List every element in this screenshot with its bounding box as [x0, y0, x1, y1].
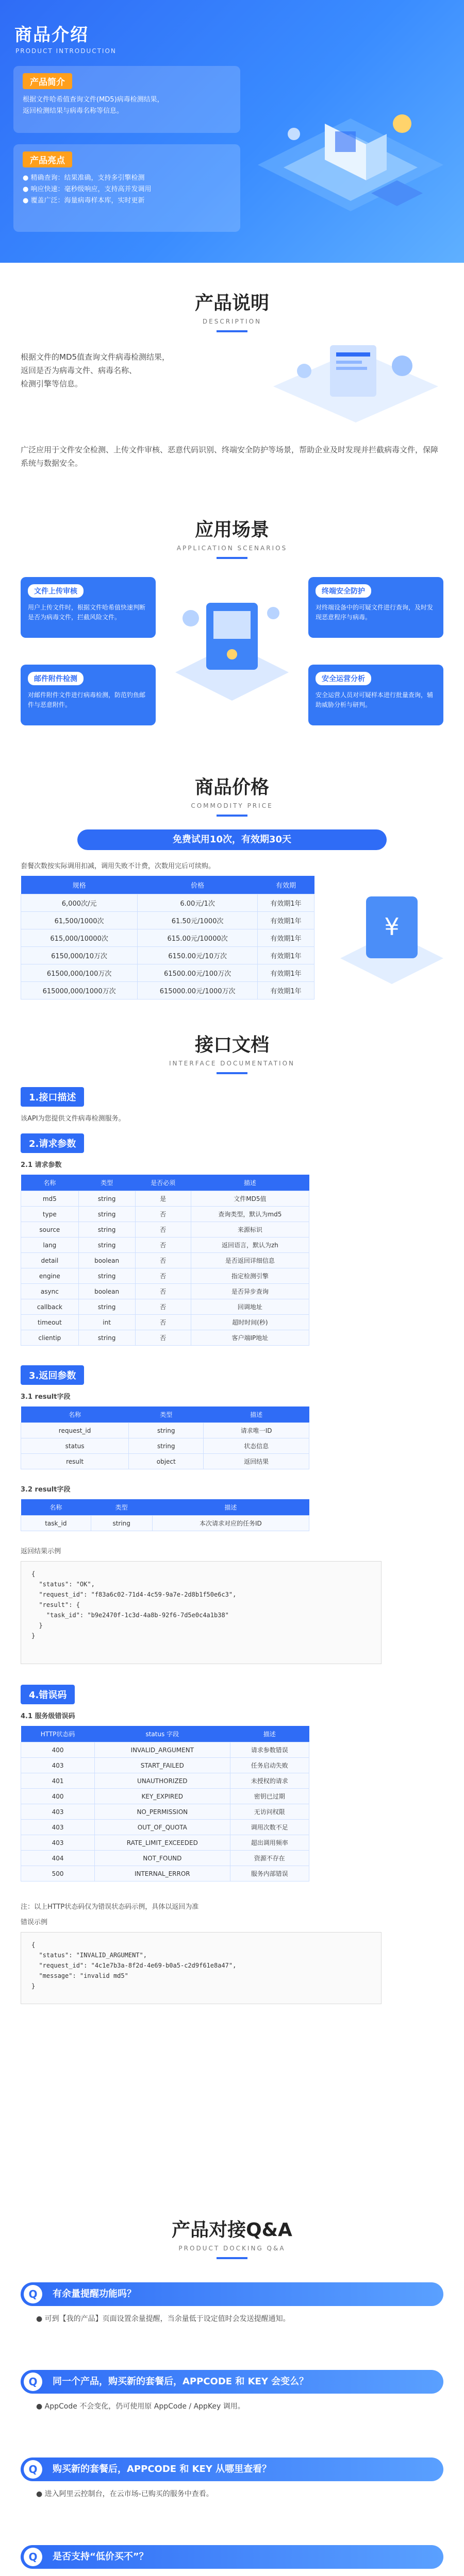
table-cell: 任务启动失败: [230, 1758, 309, 1773]
table-cell: lang: [21, 1238, 79, 1253]
table-cell: string: [78, 1268, 135, 1284]
api-s32: 3.2 result字段: [21, 1486, 71, 1494]
question-icon: Q: [24, 2372, 42, 2391]
api-s21: 2.1 请求参数: [21, 1161, 62, 1169]
table-cell: source: [21, 1222, 79, 1238]
table-row: [21, 1284, 309, 1299]
table-cell: 客户端IP地址: [191, 1330, 309, 1346]
table-row: [21, 964, 314, 982]
scene-en: APPLICATION SCENARIOS: [176, 545, 288, 552]
table-row: [21, 1438, 309, 1454]
intro-en: PRODUCT INTRODUCTION: [15, 47, 117, 55]
table-row: [21, 1820, 309, 1835]
table-cell: 无访问权限: [230, 1804, 309, 1820]
scene-text: 对终端设备中的可疑文件进行查询，及时发现恶意程序与病毒。: [316, 604, 434, 621]
scene-card: [308, 665, 443, 725]
table-cell: 否: [135, 1222, 191, 1238]
table-row: [21, 1330, 309, 1346]
table-cell: type: [21, 1207, 79, 1222]
res2-col: 名称: [21, 1499, 91, 1516]
table-row: [21, 1851, 309, 1866]
table-cell: 61.50元/1000次: [138, 912, 258, 929]
qa-question-text: 有余量提醒功能吗？: [53, 2289, 136, 2299]
desc-text-2: 广泛应用于文件安全检测、上传文件审核、恶意代码识别、终端安全防护等场景，帮助企业及时发现并拦截病毒文件，保障系统与数据安全。: [21, 445, 439, 468]
table-cell: string: [129, 1438, 204, 1454]
table-cell: 来源标识: [191, 1222, 309, 1238]
table-row: [21, 894, 314, 912]
table-cell: 本次请求对应的任务ID: [152, 1516, 309, 1531]
table-row: [21, 1299, 309, 1315]
table-cell: 调用次数不足: [230, 1820, 309, 1835]
res-col: 描述: [204, 1406, 309, 1423]
table-cell: 文件MD5值: [191, 1191, 309, 1207]
table-cell: 是否异步查询: [191, 1284, 309, 1299]
table-cell: string: [129, 1423, 204, 1438]
table-row: [21, 1315, 309, 1330]
desc-illustration: [268, 330, 443, 428]
scene-text: 对邮件附件文件进行病毒检测，防范钓鱼邮件与恶意附件。: [28, 691, 146, 708]
table-cell: 否: [135, 1207, 191, 1222]
table-cell: 返回结果: [204, 1454, 309, 1469]
table-cell: 61500,000/100万次: [21, 964, 138, 982]
table-cell: int: [78, 1315, 135, 1330]
table-cell: 有效期1年: [258, 894, 314, 912]
card2-item: ● 响应快速：毫秒级响应，支持高并发调用: [23, 185, 152, 193]
table-cell: 请求参数错误: [230, 1742, 309, 1758]
scene-text: 用户上传文件时，根据文件哈希值快速判断是否为病毒文件，拦截风险文件。: [28, 604, 146, 621]
api-section-4: 4.错误码: [21, 1685, 75, 1704]
qa-answer: ● AppCode 不会变化，仍可使用原 AppCode / AppKey 调用。: [36, 2402, 245, 2411]
intro-card-2: [13, 144, 240, 232]
isometric-illustration: [247, 77, 454, 247]
table-cell: 否: [135, 1284, 191, 1299]
table-cell: START_FAILED: [95, 1758, 230, 1773]
table-cell: 403: [21, 1804, 95, 1820]
table-row: [21, 929, 314, 947]
table-cell: INTERNAL_ERROR: [95, 1866, 230, 1882]
table-cell: engine: [21, 1268, 79, 1284]
table-cell: 资源不存在: [230, 1851, 309, 1866]
table-cell: 未授权的请求: [230, 1773, 309, 1789]
table-cell: KEY_EXPIRED: [95, 1789, 230, 1804]
table-cell: 否: [135, 1238, 191, 1253]
price-col: 规格: [21, 876, 138, 894]
table-cell: NOT_FOUND: [95, 1851, 230, 1866]
qa-question-text: 购买新的套餐后，APPCODE 和 KEY 从哪里查看？: [53, 2464, 272, 2475]
api-section-1: 1.接口描述: [21, 1087, 84, 1107]
table-cell: 否: [135, 1299, 191, 1315]
qa-question: [21, 2458, 443, 2481]
table-cell: 403: [21, 1758, 95, 1773]
intro-title: 商品介绍: [14, 25, 89, 45]
res-col: 类型: [129, 1406, 204, 1423]
price-illustration: [335, 876, 449, 994]
scene-card: [308, 577, 443, 638]
result-table: [21, 1406, 309, 1469]
api-s31: 3.1 result字段: [21, 1393, 71, 1401]
scene-tag: 邮件附件检测: [28, 672, 84, 685]
table-cell: 超时时间(秒): [191, 1315, 309, 1330]
table-cell: task_id: [21, 1516, 91, 1531]
scene-card: [21, 665, 156, 725]
table-row: [21, 1454, 309, 1469]
table-cell: 状态信息: [204, 1438, 309, 1454]
scene-text: 安全运营人员对可疑样本进行批量查询，辅助威胁分析与研判。: [316, 691, 434, 708]
req-col: 描述: [191, 1175, 309, 1191]
svg-text:¥: ¥: [384, 913, 400, 941]
err-col: HTTP状态码: [21, 1726, 95, 1742]
result2-table: [21, 1499, 309, 1531]
card2-item: ● 精确查询：结果准确，支持多引擎检测: [23, 174, 145, 182]
scene-tag: 终端安全防护: [316, 584, 371, 598]
error-sample: { "status": "INVALID_ARGUMENT", "request_id": "4c1e7b3a-8f2d-4e69-b0a5-c2d9f61e8a47", "message": "invalid md5" }: [21, 1932, 382, 2004]
table-row: [21, 1773, 309, 1789]
intro-card-1: [13, 66, 240, 133]
table-cell: 否: [135, 1268, 191, 1284]
req-col: 是否必须: [135, 1175, 191, 1191]
table-cell: 有效期1年: [258, 964, 314, 982]
api-s41: 4.1 服务级错误码: [21, 1713, 75, 1720]
sample-label: 返回结果示例: [21, 1548, 61, 1555]
table-row: [21, 1207, 309, 1222]
price-header: [0, 773, 464, 817]
table-cell: 401: [21, 1773, 95, 1789]
table-row: [21, 1742, 309, 1758]
table-row: [21, 1268, 309, 1284]
qa-question: [21, 2545, 443, 2569]
scene-tag: 文件上传审核: [28, 584, 84, 598]
desc-header: [0, 289, 464, 332]
question-icon: Q: [24, 2460, 42, 2479]
qa-answer: ● 进入阿里云控制台，在云市场-已购买的服务中查看。: [36, 2490, 213, 2498]
api-title: 接口文档: [194, 1035, 269, 1056]
table-row: [21, 1804, 309, 1820]
request-table: [21, 1175, 309, 1346]
res2-col: 类型: [91, 1499, 152, 1516]
price-note: 套餐次数按实际调用扣减，调用失败不计费，次数用完后可续购。: [21, 862, 216, 870]
table-cell: boolean: [78, 1284, 135, 1299]
table-cell: string: [78, 1222, 135, 1238]
table-row: [21, 912, 314, 929]
table-cell: detail: [21, 1253, 79, 1268]
err-sample-label: 错误示例: [21, 1919, 48, 1926]
table-cell: 6.00元/1次: [138, 894, 258, 912]
table-cell: 指定检测引擎: [191, 1268, 309, 1284]
err-col: 描述: [230, 1726, 309, 1742]
table-cell: string: [91, 1516, 152, 1531]
scene-illustration: [170, 572, 294, 732]
table-row: [21, 1835, 309, 1851]
table-cell: status: [21, 1438, 129, 1454]
card2-item: ● 覆盖广泛：海量病毒样本库，实时更新: [23, 197, 145, 205]
question-icon: Q: [24, 2548, 42, 2566]
table-cell: 403: [21, 1820, 95, 1835]
api-section-3: 3.返回参数: [21, 1365, 84, 1385]
price-banner: 免费试用10次，有效期30天: [77, 829, 387, 850]
table-cell: 查询类型，默认为md5: [191, 1207, 309, 1222]
table-cell: 400: [21, 1789, 95, 1804]
table-cell: object: [129, 1454, 204, 1469]
table-cell: timeout: [21, 1315, 79, 1330]
table-cell: 615,000/10000次: [21, 929, 138, 947]
table-cell: result: [21, 1454, 129, 1469]
question-icon: Q: [24, 2285, 42, 2303]
desc-title: 产品说明: [194, 293, 269, 314]
price-col: 价格: [138, 876, 258, 894]
err-col: status 字段: [95, 1726, 230, 1742]
table-cell: 有效期1年: [258, 947, 314, 964]
table-cell: RATE_LIMIT_EXCEEDED: [95, 1835, 230, 1851]
table-cell: async: [21, 1284, 79, 1299]
table-cell: 否: [135, 1253, 191, 1268]
table-cell: 回调地址: [191, 1299, 309, 1315]
table-cell: request_id: [21, 1423, 129, 1438]
table-cell: 615.00元/10000次: [138, 929, 258, 947]
table-row: [21, 947, 314, 964]
desc-en: DESCRIPTION: [202, 318, 262, 325]
scene-tag: 安全运营分析: [316, 672, 371, 685]
table-row: [21, 1516, 309, 1531]
table-cell: 403: [21, 1835, 95, 1851]
req-col: 名称: [21, 1175, 79, 1191]
table-cell: INVALID_ARGUMENT: [95, 1742, 230, 1758]
table-row: [21, 982, 314, 999]
code-sample: { "status": "OK", "request_id": "f83a6c02-71d4-4c59-9a7e-2d8b1f50e6c3", "result": { "task_id": "b9e2470f-1c3d-4a8b-92f6-7d5e0c4a1b38" } }: [21, 1561, 382, 1664]
api-header: [0, 1030, 464, 1074]
table-cell: string: [78, 1330, 135, 1346]
api-section-2: 2.请求参数: [21, 1133, 84, 1153]
qa-header: [0, 2215, 464, 2259]
table-cell: string: [78, 1238, 135, 1253]
table-cell: 61500.00元/100万次: [138, 964, 258, 982]
table-cell: 返回语言，默认为zh: [191, 1238, 309, 1253]
card1-title: 产品简介: [23, 73, 72, 89]
qa-question: [21, 2370, 443, 2394]
desc-text: 根据文件的MD5值查询文件病毒检测结果， 返回是否为病毒文件、病毒名称、 检测引擎等信息。: [21, 352, 170, 388]
res2-col: 描述: [152, 1499, 309, 1516]
res-col: 名称: [21, 1406, 129, 1423]
table-cell: NO_PERMISSION: [95, 1804, 230, 1820]
table-row: [21, 1758, 309, 1773]
table-cell: 否: [135, 1330, 191, 1346]
table-cell: 615000.00元/1000万次: [138, 982, 258, 999]
table-cell: string: [78, 1207, 135, 1222]
table-cell: clientip: [21, 1330, 79, 1346]
table-cell: 6,000次/元: [21, 894, 138, 912]
table-cell: 是否返回详细信息: [191, 1253, 309, 1268]
table-row: [21, 1866, 309, 1882]
table-cell: boolean: [78, 1253, 135, 1268]
table-row: [21, 1789, 309, 1804]
price-en: COMMODITY PRICE: [191, 802, 273, 809]
price-table: [21, 876, 314, 999]
req-col: 类型: [78, 1175, 135, 1191]
price-title: 商品价格: [194, 777, 269, 798]
table-cell: 有效期1年: [258, 929, 314, 947]
table-cell: 密钥已过期: [230, 1789, 309, 1804]
qa-question: [21, 2282, 443, 2306]
table-cell: 6150.00元/10万次: [138, 947, 258, 964]
qa-answer: ● 可到【我的产品】页面设置余量提醒，当余量低于设定值时会发送提醒通知。: [36, 2315, 290, 2323]
qa-question-text: 同一个产品，购买新的套餐后，APPCODE 和 KEY 会变么？: [53, 2376, 309, 2387]
table-cell: 500: [21, 1866, 95, 1882]
table-cell: string: [78, 1191, 135, 1207]
qa-title: 产品对接Q&A: [172, 2219, 292, 2241]
price-col: 有效期: [258, 876, 314, 894]
table-cell: 有效期1年: [258, 912, 314, 929]
table-cell: 服务内部错误: [230, 1866, 309, 1882]
table-cell: OUT_OF_QUOTA: [95, 1820, 230, 1835]
card1-text: 根据文件哈希值查询文件(MD5)病毒检测结果， 返回检测结果与病毒名称等信息。: [23, 96, 164, 115]
table-row: [21, 1423, 309, 1438]
table-cell: callback: [21, 1299, 79, 1315]
table-cell: 61,500/1000次: [21, 912, 138, 929]
table-cell: UNAUTHORIZED: [95, 1773, 230, 1789]
table-row: [21, 1222, 309, 1238]
err-note: 注：以上HTTP状态码仅为错误状态码示例，具体以返回为准: [21, 1903, 199, 1911]
qa-en: PRODUCT DOCKING Q&A: [178, 2245, 286, 2252]
scene-header: [0, 515, 464, 559]
hero: [0, 0, 464, 263]
table-cell: 请求唯一ID: [204, 1423, 309, 1438]
card2-title: 产品亮点: [23, 151, 72, 167]
table-cell: 6150,000/10万次: [21, 947, 138, 964]
table-cell: string: [78, 1299, 135, 1315]
table-cell: 400: [21, 1742, 95, 1758]
table-cell: 是: [135, 1191, 191, 1207]
table-cell: 615000,000/1000万次: [21, 982, 138, 999]
table-cell: 超出调用频率: [230, 1835, 309, 1851]
table-row: [21, 1253, 309, 1268]
table-row: [21, 1238, 309, 1253]
table-cell: 有效期1年: [258, 982, 314, 999]
qa-question-text: 是否支持“低价买不”？: [53, 2551, 148, 2562]
api-s1-text: 该API为您提供文件病毒检测服务。: [21, 1115, 125, 1123]
table-cell: 否: [135, 1315, 191, 1330]
api-en: INTERFACE DOCUMENTATION: [169, 1060, 295, 1067]
error-table: [21, 1726, 309, 1882]
scene-title: 应用场景: [194, 519, 269, 540]
scene-card: [21, 577, 156, 638]
table-row: [21, 1191, 309, 1207]
table-cell: md5: [21, 1191, 79, 1207]
table-cell: 404: [21, 1851, 95, 1866]
